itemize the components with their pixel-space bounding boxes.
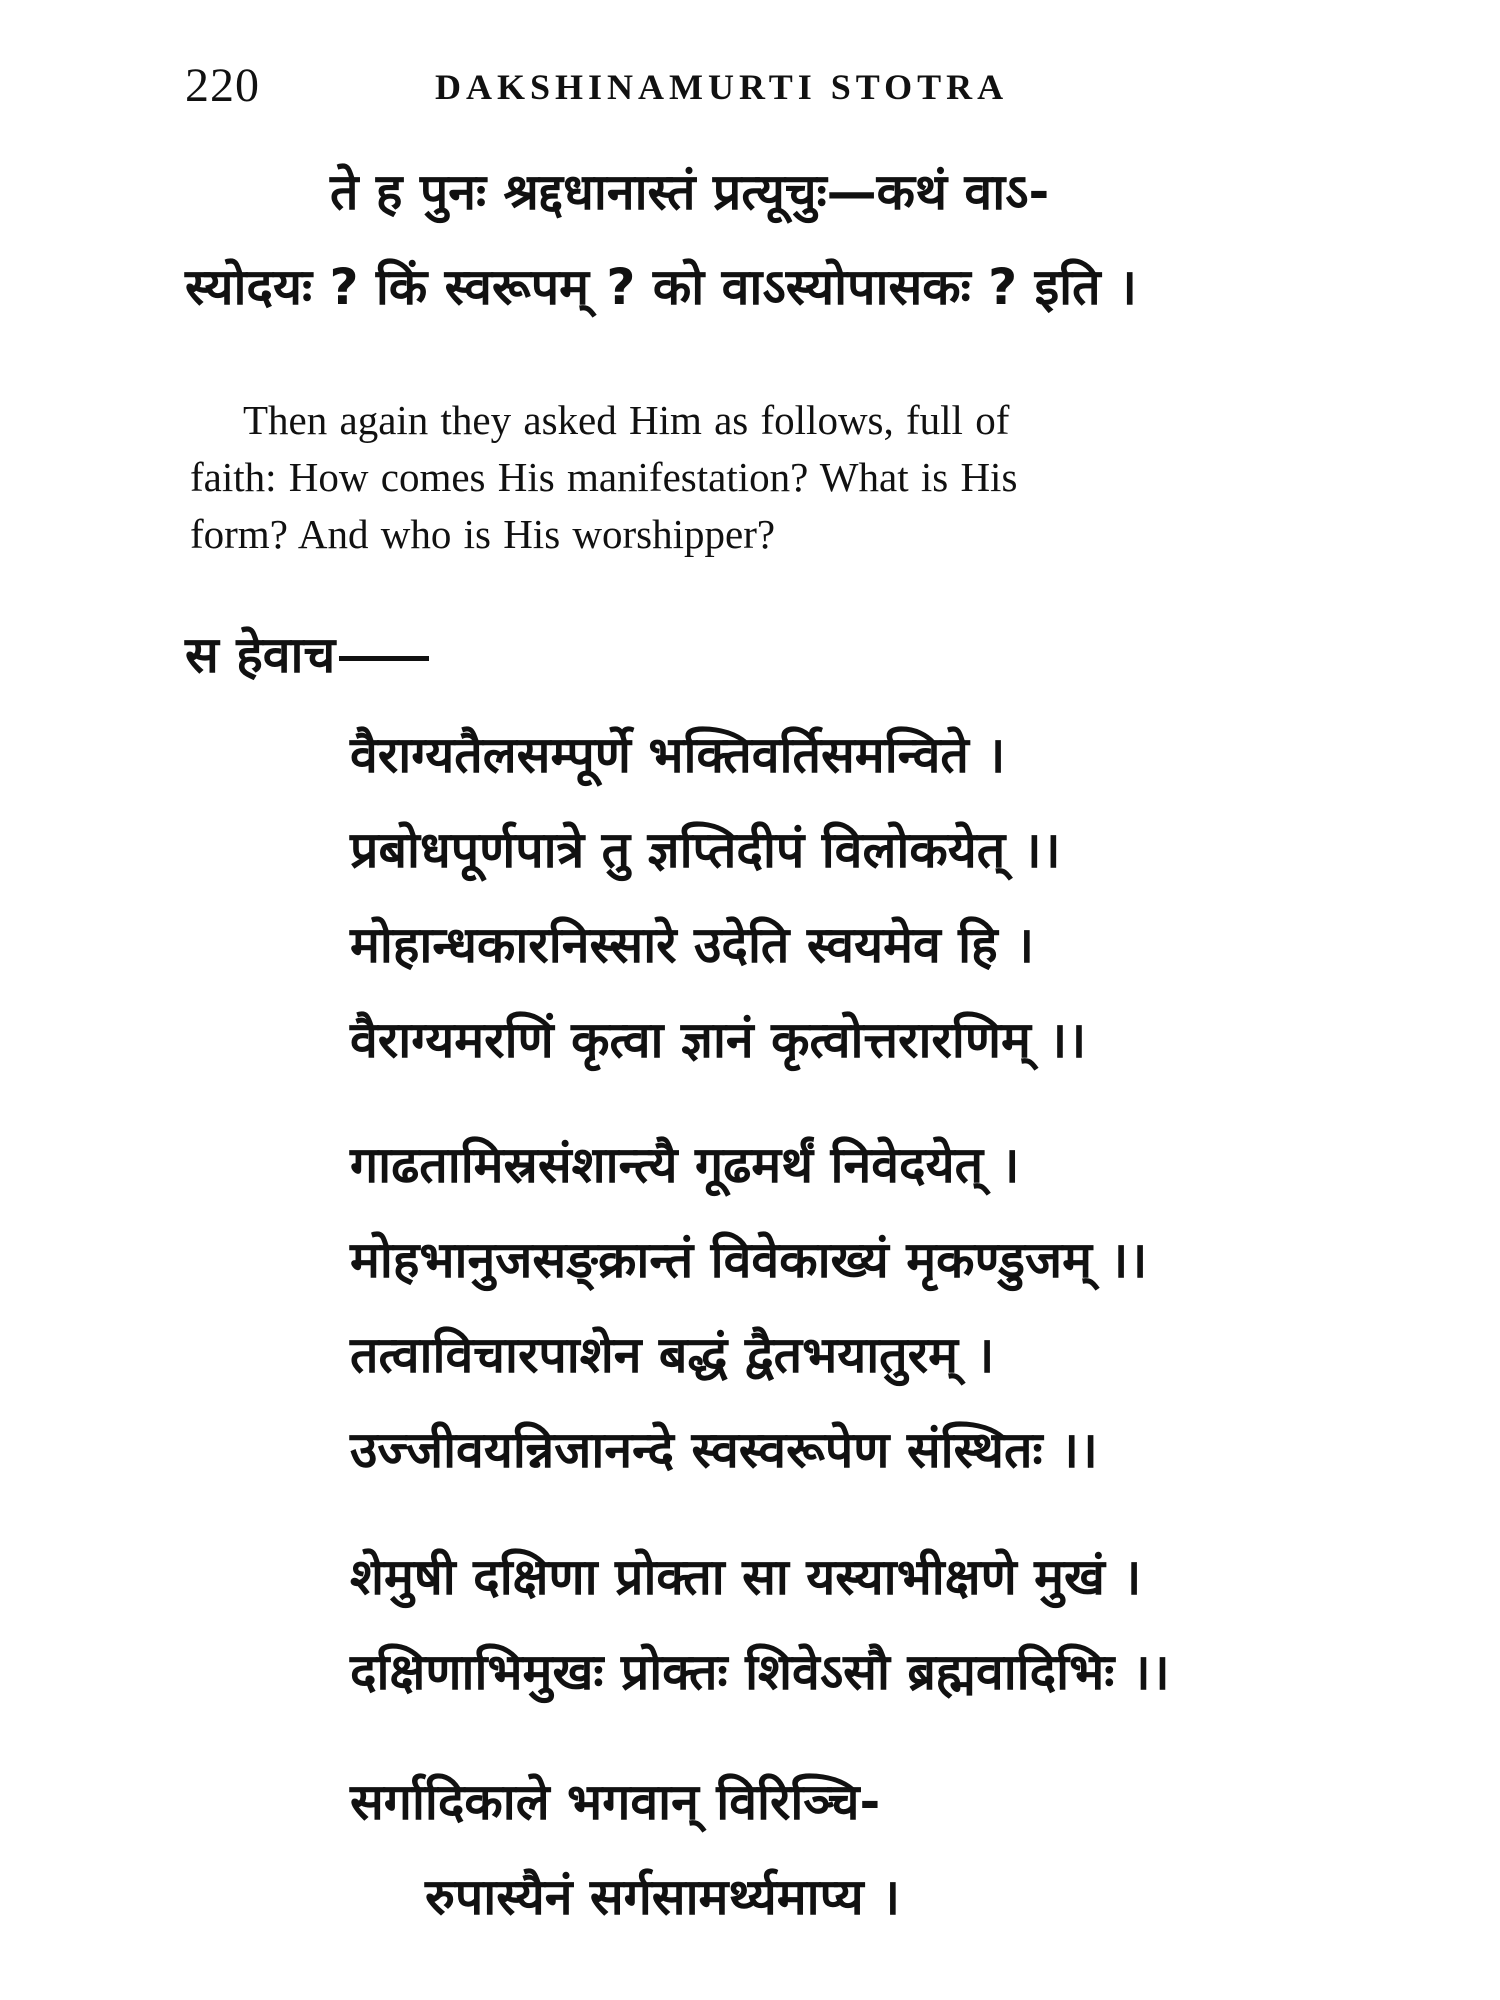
verse-2-line-1: गाढतामिस्रसंशान्त्यै गूढमर्थं निवेदयेत् ।	[350, 1136, 1020, 1194]
question-sanskrit-line-1: ते ह पुनः श्रद्दधानास्तं प्रत्यूचुः—कथं वाऽ-	[330, 163, 1050, 221]
verse-1-line-1: वैराग्यतैलसम्पूर्णे भक्तिवर्तिसमन्विते ।	[350, 726, 1006, 784]
verse-2-line-4: उज्जीवयन्निजानन्दे स्वस्वरूपेण संस्थितः ।।	[350, 1421, 1098, 1479]
translation-line-1: Then again they asked Him as follows, full of	[243, 397, 1010, 443]
speaker-heading	[185, 628, 429, 683]
verse-2-line-2: मोहभानुजसङ्क्रान्तं विवेकाख्यं मृकण्डुजम् ।।	[350, 1231, 1148, 1289]
page-header	[185, 58, 1315, 128]
verse-4-line-1: सर्गादिकाले भगवान् विरिञ्चि-	[350, 1773, 881, 1831]
page-number: 220	[185, 59, 260, 112]
verse-4-line-2: रुपास्यैनं सर्गसामर्थ्यमाप्य ।	[425, 1868, 901, 1926]
translation-line-3: form? And who is His worshipper?	[190, 511, 776, 557]
em-dash-rule	[339, 656, 429, 661]
verse-3-line-1: शेमुषी दक्षिणा प्रोक्ता सा यस्याभीक्षणे मुखं ।	[350, 1548, 1142, 1606]
verse-1-line-4: वैराग्यमरणिं कृत्वा ज्ञानं कृत्वोत्तरारणिम् ।।	[350, 1011, 1087, 1069]
translation-line-2: faith: How comes His manifestation? What is His	[190, 454, 1018, 500]
verse-1-line-2: प्रबोधपूर्णपात्रे तु ज्ञप्तिदीपं विलोकयेत् ।।	[350, 821, 1061, 879]
verse-1-line-3: मोहान्धकारनिस्सारे उदेति स्वयमेव हि ।	[350, 916, 1035, 974]
question-sanskrit-line-2: स्योदयः ? किं स्वरूपम् ? को वाऽस्योपासकः ? इति ।	[185, 258, 1137, 316]
speaker-text: स हेवाच	[185, 626, 336, 684]
verse-2-line-3: तत्वाविचारपाशेन बद्धं द्वैतभयातुरम् ।	[350, 1326, 995, 1384]
verse-3-line-2: दक्षिणाभिमुखः प्रोक्तः शिवेऽसौ ब्रह्मवादिभिः ।।	[350, 1643, 1170, 1701]
running-title: DAKSHINAMURTI STOTRA	[435, 67, 1009, 107]
